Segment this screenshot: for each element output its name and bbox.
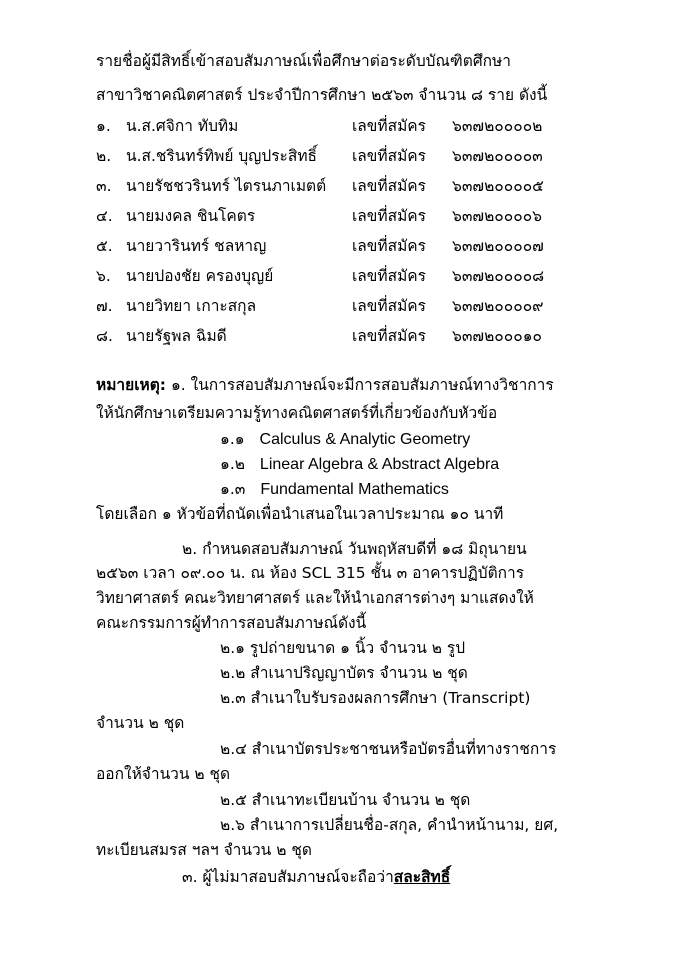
applicant-row bbox=[96, 205, 616, 227]
topic-number: ๑.๒ bbox=[220, 455, 245, 473]
applicant-row bbox=[96, 295, 616, 317]
applicant-label: เลขที่สมัคร bbox=[352, 267, 426, 285]
header-line-2: สาขาวิชาคณิตศาสตร์ ประจำปีการศึกษา ๒๕๖๓ จำนวน ๘ ราย ดังนี้ bbox=[96, 86, 548, 104]
applicant-row bbox=[96, 175, 616, 197]
note-2-line-3: วิทยาศาสตร์ คณะวิทยาศาสตร์ และให้นำเอกสารต่างๆ มาแสดงให้ bbox=[96, 589, 534, 607]
required-doc-6: ๒.๖ สำเนาการเปลี่ยนชื่อ-สกุล, คำนำหน้านาม, ยศ, bbox=[220, 816, 559, 834]
note-3-line bbox=[182, 866, 450, 888]
topic-number: ๑.๓ bbox=[220, 480, 246, 498]
required-doc-4: ๒.๔ สำเนาบัตรประชาชนหรือบัตรอื่นที่ทางราชการ bbox=[220, 740, 557, 758]
applicant-label: เลขที่สมัคร bbox=[352, 147, 426, 165]
note-1-line-1 bbox=[96, 374, 554, 396]
topic-item bbox=[220, 453, 499, 476]
note-1-text: ๑. ในการสอบสัมภาษณ์จะมีการสอบสัมภาษณ์ทางวิชาการ bbox=[170, 376, 554, 394]
applicant-row bbox=[96, 145, 616, 167]
forfeit-emphasis: สละสิทธิ์ bbox=[393, 868, 451, 886]
note-3-text: ๓. ผู้ไม่มาสอบสัมภาษณ์จะถือว่า bbox=[182, 868, 394, 886]
applicant-row bbox=[96, 115, 616, 137]
applicant-name: นายรัฐพล ฉิมดี bbox=[126, 327, 227, 345]
applicant-id: ๖๓๗๒๐๐๐๐๘ bbox=[452, 267, 545, 285]
topic-number: ๑.๑ bbox=[220, 430, 245, 448]
applicant-row bbox=[96, 235, 616, 257]
applicant-id: ๖๓๗๒๐๐๐๐๓ bbox=[452, 147, 543, 165]
applicant-name: น.ส.ศจิกา ทับทิม bbox=[126, 117, 239, 135]
topic-text: Linear Algebra & Abstract Algebra bbox=[259, 456, 500, 473]
applicant-name: นายวารินทร์ ชลหาญ bbox=[126, 237, 267, 255]
applicant-label: เลขที่สมัคร bbox=[352, 237, 426, 255]
applicant-number: ๓. bbox=[96, 177, 112, 195]
note-2-line-2: ๒๕๖๓ เวลา ๐๙.๐๐ น. ณ ห้อง SCL 315 ชั้น ๓ อาคารปฏิบัติการ bbox=[96, 564, 525, 582]
applicant-number: ๑. bbox=[96, 117, 111, 135]
applicant-id: ๖๓๗๒๐๐๐๐๙ bbox=[452, 297, 544, 315]
applicant-name: นายรัชชวรินทร์ ไตรนภาเมตต์ bbox=[126, 177, 327, 195]
applicant-name: นายปองชัย ครองบุญย์ bbox=[126, 267, 274, 285]
applicant-id: ๖๓๗๒๐๐๐๐๒ bbox=[452, 117, 543, 135]
applicant-row bbox=[96, 325, 616, 347]
topic-item bbox=[220, 428, 470, 451]
note-1-line-2: ให้นักศึกษาเตรียมความรู้ทางคณิตศาสตร์ที่เกี่ยวข้องกับหัวข้อ bbox=[96, 404, 498, 422]
applicant-name: นายมงคล ชินโคตร bbox=[126, 207, 256, 225]
note-2-line-4: คณะกรรมการผู้ทำการสอบสัมภาษณ์ดังนี้ bbox=[96, 614, 367, 632]
required-doc-5: ๒.๕ สำเนาทะเบียนบ้าน จำนวน ๒ ชุด bbox=[220, 791, 471, 809]
header-line-1: รายชื่อผู้มีสิทธิ์เข้าสอบสัมภาษณ์เพื่อศึกษาต่อระดับบัณฑิตศึกษา bbox=[96, 52, 511, 70]
applicant-number: ๒. bbox=[96, 147, 112, 165]
required-doc-2: ๒.๒ สำเนาปริญญาบัตร จำนวน ๒ ชุด bbox=[220, 664, 468, 682]
applicant-number: ๘. bbox=[96, 327, 113, 345]
applicant-label: เลขที่สมัคร bbox=[352, 327, 426, 345]
applicant-label: เลขที่สมัคร bbox=[352, 117, 426, 135]
note-1-line-3: โดยเลือก ๑ หัวข้อที่ถนัดเพื่อนำเสนอในเวลาประมาณ ๑๐ นาที bbox=[96, 505, 504, 523]
applicant-number: ๕. bbox=[96, 237, 113, 255]
topic-text: Fundamental Mathematics bbox=[260, 481, 449, 498]
applicant-id: ๖๓๗๒๐๐๐๑๐ bbox=[452, 327, 542, 345]
required-doc-6-cont: ทะเบียนสมรส ฯลฯ จำนวน ๒ ชุด bbox=[96, 841, 312, 859]
topic-text: Calculus & Analytic Geometry bbox=[259, 431, 471, 448]
required-doc-1: ๒.๑ รูปถ่ายขนาด ๑ นิ้ว จำนวน ๒ รูป bbox=[220, 639, 466, 657]
applicant-id: ๖๓๗๒๐๐๐๐๖ bbox=[452, 207, 542, 225]
notes-heading: หมายเหตุ: bbox=[96, 376, 166, 394]
required-doc-4-cont: ออกให้จำนวน ๒ ชุด bbox=[96, 765, 231, 783]
applicant-row bbox=[96, 265, 616, 287]
applicant-id: ๖๓๗๒๐๐๐๐๗ bbox=[452, 237, 544, 255]
note-2-line-1: ๒. กำหนดสอบสัมภาษณ์ วันพฤหัสบดีที่ ๑๘ มิถุนายน bbox=[182, 540, 527, 558]
applicant-name: นายวิทยา เกาะสกุล bbox=[126, 297, 257, 315]
applicant-label: เลขที่สมัคร bbox=[352, 207, 426, 225]
topic-item bbox=[220, 478, 449, 501]
applicant-id: ๖๓๗๒๐๐๐๐๕ bbox=[452, 177, 544, 195]
applicant-label: เลขที่สมัคร bbox=[352, 177, 426, 195]
applicant-number: ๖. bbox=[96, 267, 111, 285]
required-doc-3-cont: จำนวน ๒ ชุด bbox=[96, 714, 185, 732]
applicant-number: ๔. bbox=[96, 207, 113, 225]
applicant-label: เลขที่สมัคร bbox=[352, 297, 426, 315]
required-doc-3: ๒.๓ สำเนาใบรับรองผลการศึกษา (Transcript) bbox=[220, 689, 531, 707]
applicant-name: น.ส.ชรินทร์ทิพย์ บุญประสิทธิ์ bbox=[126, 147, 318, 165]
applicant-number: ๗. bbox=[96, 297, 113, 315]
